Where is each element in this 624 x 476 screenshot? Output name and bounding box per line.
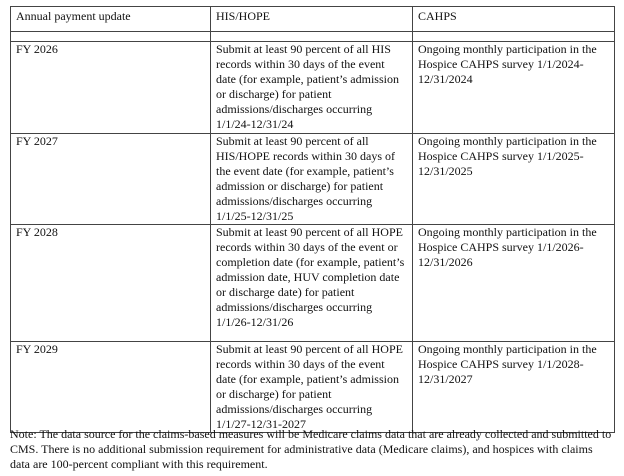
his-hope-cell: Submit at least 90 percent of all HOPE records within 30 days of the event or completion date (for example, patient’s admission date, HUV completion date or discharge date) for patient admissions/discharges occurring 1/1/26-12/31/26 <box>211 225 413 342</box>
table-row <box>11 342 615 433</box>
table-row <box>11 225 615 342</box>
cahps-cell: Ongoing monthly participation in the Hospice CAHPS survey 1/1/2026-12/31/2026 <box>413 225 615 342</box>
requirements-table <box>10 6 615 433</box>
header-his-hope: HIS/HOPE <box>211 7 413 32</box>
cahps-cell: Ongoing monthly participation in the Hospice CAHPS survey 1/1/2028-12/31/2027 <box>413 342 615 433</box>
year-cell: FY 2029 <box>11 342 211 433</box>
cahps-cell: Ongoing monthly participation in the Hospice CAHPS survey 1/1/2024-12/31/2024 <box>413 42 615 134</box>
header-annual-payment-update: Annual payment update <box>11 7 211 32</box>
header-cahps: CAHPS <box>413 7 615 32</box>
table-note: Note: The data source for the claims-based measures will be Medicare claims data that are already collected and submitted to CMS. There is no additional submission requirement for administrative data (Medicare claims), and hospices with claims data are 100-percent compliant with this requirement. <box>10 427 612 471</box>
spacer-cell <box>413 32 615 42</box>
year-cell: FY 2028 <box>11 225 211 342</box>
spacer-cell <box>211 32 413 42</box>
his-hope-cell: Submit at least 90 percent of all HIS/HOPE records within 30 days of the event date (for example, patient’s admission or discharge) for patient admissions/discharges occurring 1/1/25-12/31/25 <box>211 134 413 225</box>
year-cell: FY 2027 <box>11 134 211 225</box>
his-hope-cell: Submit at least 90 percent of all HOPE records within 30 days of the event date (for example, patient’s admission or discharge) for patient admissions/discharges occurring 1/1/27-12/31-2027 <box>211 342 413 433</box>
header-row <box>11 7 615 32</box>
table-row <box>11 42 615 134</box>
spacer-row <box>11 32 615 42</box>
cahps-cell: Ongoing monthly participation in the Hospice CAHPS survey 1/1/2025-12/31/2025 <box>413 134 615 225</box>
year-cell: FY 2026 <box>11 42 211 134</box>
spacer-cell <box>11 32 211 42</box>
his-hope-cell: Submit at least 90 percent of all HIS records within 30 days of the event date (for example, patient’s admission or discharge) for patient admissions/discharges occurring 1/1/24-12/31/24 <box>211 42 413 134</box>
table-row <box>11 134 615 225</box>
